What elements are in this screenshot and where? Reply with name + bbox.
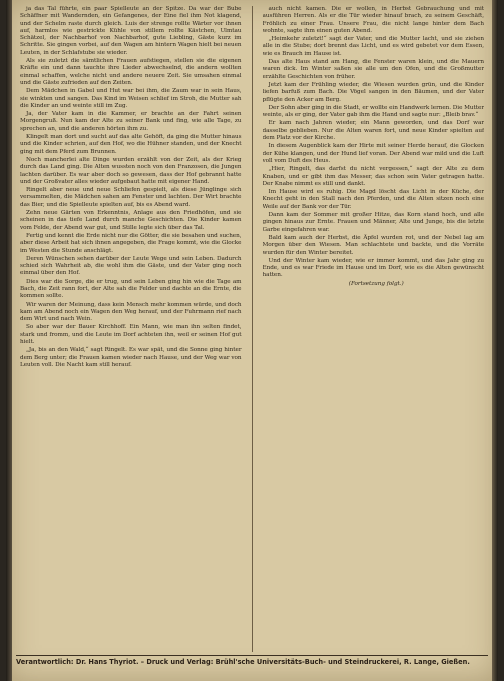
- paragraph: Bald kam auch der Herbst, die Äpfel wurden rot, und der Nebel lag am Morgen über den Wiesen. Man schlachtete und backte, und die Vorräte wurden für den Winter bereitet.: [262, 234, 484, 256]
- paragraph: „Hier, Ringelt, das darfst du nicht vergessen,“ sagt der Alte zu dem Knaben, und er gibt ihm das Messer, das schon sein Vater getragen hatte. Der Knabe nimmt es still und dankt.: [262, 166, 484, 187]
- paragraph: Im Hause wird es ruhig. Die Magd löscht das Licht in der Küche, der Knecht geht in den Stall nach den Pferden, und die Alten sitzen noch eine Weile auf der Bank vor der Tür.: [262, 189, 484, 210]
- paragraph: Als sie zuletzt die sämtlichen Frauen aufstiegen, stellen sie die eigenen Kräfte ein und dann tauchte ihre Lieder abwechselnd, die andern wollten einmal schaffen, welche nicht und andere neuere Zeit. Sie umsahen einmal und die Gäste zufrieden auf den Zeiten.: [20, 58, 242, 86]
- paragraph: Ja, der Vater kam in die Kammer, er brachte an der Fahrt seinen Morgengruß. Nun kam der Alte zu seiner Bank und fing, wie alle Tage, zu sprechen an, und die anderen hörten ihm zu.: [20, 111, 242, 132]
- paragraph: Ringelt aber neue und neue Schliefen gespielt, als diese Jünglinge sich versammelten, die Mädchen sahen am Fenster und lachten. Der Wirt brachte das Bier, und die Spielleute spielten auf, bis es Abend ward.: [20, 187, 242, 208]
- paragraph: Fertig und kennt die Erde nicht nur die Götter, die sie besahen und suchen, aber diese Arbeit hat sich ihnen angegeben, die Frage kommt, wie die Glocke im Westen die Stunde anschlägt.: [20, 232, 242, 254]
- page-edge-right: [492, 0, 498, 681]
- paragraph: „Ja, bis an den Wald,“ sagt Ringelt. Es war spät, und die Sonne ging hinter dem Berg unter; die Frauen kamen wieder nach Hause, und der Weg war von Leuten voll. Die Nacht kam still herauf.: [20, 347, 242, 368]
- paragraph: Zehn neue Gärten von Erkenntnis, Anlage aus den Friedhöfen, und sie scheinen in das tiefe Land durch manche Geschichten. Die Kinder kamen vom Felde, der Abend war gut, und Stille legte sich über das Tal.: [20, 210, 242, 231]
- paragraph: Noch mancherlei alte Dinge wurden erzählt von der Zeit, als der Krieg durch das Land ging. Die Alten wussten noch von den Franzosen, die Jungen lachten darüber. Es war aber doch so gewesen, dass der Hof gebrannt hatte und der Großvater alles wieder aufgebaut hatte mit eigener Hand.: [20, 156, 242, 185]
- paragraph: Klingelt man dort und sucht auf das alte Gehöft, da ging die Mutter hinaus und die Kinder schrien, auf den Hof, wo die Hühner standen, und der Knecht ging mit dem Pferd zum Brunnen.: [20, 134, 242, 155]
- newspaper-page: [6, 0, 498, 681]
- paragraph: Dies war die Sorge, die er trug, und sein Leben ging hin wie die Tage am Bach, die Zeit rann fort, der Alte sah die Felder und dachte an die Ernte, die kommen sollte.: [20, 278, 242, 300]
- imprint-footer: Verantwortlich: Dr. Hans Thyriot. – Druck und Verlag: Brühl'sche Universitäts-Buch- und Steindruckerei, R. Lange, Gießen.: [16, 658, 470, 666]
- paragraph: Jetzt kam der Frühling wieder, die Wiesen wurden grün, und die Kinder liefen barfuß zum Bach. Die Vögel sangen in den Bäumen, und der Vater pflügte den Acker am Berg.: [262, 81, 484, 103]
- paragraph: ja das Tal führte, ein paar Spielleute an der Spitze. Da war der Bube Schäffner mit Wandernden, ein Gefangenes, der Eine fiel ihm Not klagend, und der Schelm raste durch gleich. Luis der strenge rollte Wärter vor ihnen auf, harmlos wie gestrickte Kühle von stillem rollte Kästchen, Ulmtau Schätzel, der Nachbarhof von Nachbarhof, gute Liebling, Gäste kurz im Schritte. Sie gingen vorbei, auf den Wagen am hintern Wagen hielt bei neuen Leuten, in der Schlafstube sie wieder.: [20, 6, 242, 56]
- paragraph: Wir waren der Meinung, dass kein Mensch mehr kommen würde, und doch kam am Abend noch ein Wagen den Weg herauf, und der Fuhrmann rief nach dem Wirt und nach Wein.: [20, 301, 242, 323]
- paragraph: Das alte Haus stand am Hang, die Fenster waren klein, und die Mauern waren dick. Im Winter saßen sie alle um den Ofen, und die Großmutter erzählte Geschichten von früher.: [262, 59, 484, 80]
- paragraph: Der Sohn aber ging in die Stadt, er wollte ein Handwerk lernen. Die Mutter weinte, als er ging, der Vater gab ihm die Hand und sagte nur: „Bleib brav.“: [262, 104, 484, 119]
- text-columns: [20, 6, 484, 652]
- footer-rule: [16, 655, 488, 656]
- paragraph: Er kam nach Jahren wieder, ein Mann geworden, und das Dorf war dasselbe geblieben. Nur die Alten waren fort, und neue Kinder spielten auf dem Platz vor der Kirche.: [262, 120, 484, 142]
- continued-note: (Fortsetzung folgt.): [348, 280, 404, 287]
- column-divider: [252, 6, 253, 652]
- paragraph: Dann kam der Sommer mit großer Hitze, das Korn stand hoch, und alle gingen hinaus zur Ernte. Frauen und Männer, Alte und Junge, bis die letzte Garbe eingefahren war.: [262, 212, 484, 233]
- paragraph: So aber war der Bauer Kirchhoff. Ein Mann, wie man ihn selten findet, stark und fromm, und die Leute im Dorf achteten ihn, weil er seinen Hof gut hielt.: [20, 324, 242, 346]
- column-left: [20, 6, 242, 652]
- paragraph: „Heimkehr zuletzt!“ sagt der Vater, und die Mutter lacht, und sie ziehen alle in die Stube; dort brennt das Licht, und es wird gebetet vor dem Essen, wie es Brauch im Hause ist.: [262, 36, 484, 57]
- paragraph: auch nicht kamen. Die er wollen, in Herbst Gebrauchung und mit ausführen Herren. Als er die Tür wieder hinauf brach, zu seinem Geschäft, Fröhlich zu einer Frau. Unsere Frau, die nicht lange hinter dem Bach wohnte, sagte ihm einen guten Abend.: [262, 6, 484, 34]
- paragraph: Und der Winter kam wieder, wie er immer kommt, und das Jahr ging zu Ende, und es war Friede im Hause und im Dorf, wie es die Alten gewünscht hatten.: [262, 257, 484, 279]
- paragraph: In diesem Augenblick kam der Hirte mit seiner Herde herauf, die Glocken der Kühe klangen, und der Hund lief voran. Der Abend war mild und die Luft voll vom Duft des Heus.: [262, 143, 484, 164]
- paragraph: Deren Wünschen sehen darüber der Leute Wege und sein Leben. Dadurch schied sich Wahrheit ab, die wohl ihm die Gäste, und der Vater ging noch einmal über den Hof.: [20, 255, 242, 277]
- column-right: [263, 6, 485, 652]
- paragraph: Dem Mädchen in Gabel und Hut war bei ihm, die Zaum war in sein Haus, sie winkten und sangen. Das Kind im Weisen schlief im Stroh, die Mutter sah die Kinder an und weinte still im Zug.: [20, 88, 242, 109]
- page-edge-left: [6, 0, 12, 681]
